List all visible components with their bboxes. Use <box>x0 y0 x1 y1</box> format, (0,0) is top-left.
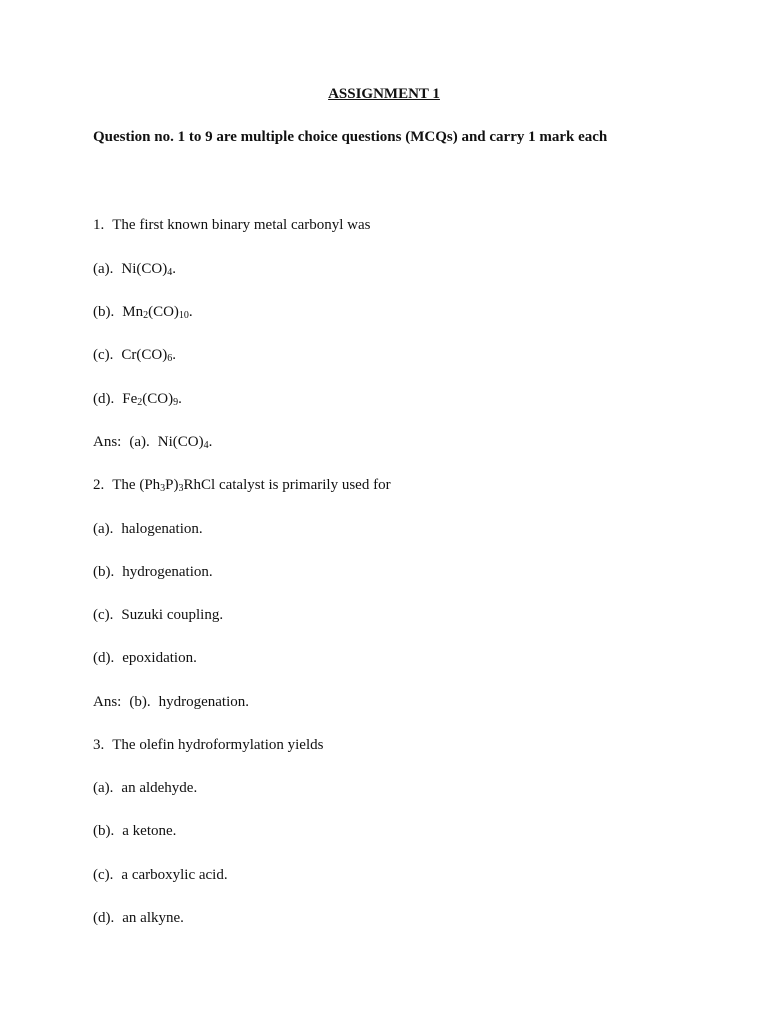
question-number: 2. <box>93 477 105 493</box>
option-label: (c). <box>93 607 114 623</box>
question-text: The $(Ph_3P)_3RhCl$ catalyst is primarily used for <box>112 477 391 494</box>
option-label: (d). <box>93 650 115 666</box>
q1-option-d <box>93 389 182 409</box>
document-title: ASSIGNMENT 1 <box>328 86 440 102</box>
option-text: an alkyne. <box>122 910 184 926</box>
option-text: halogenation. <box>121 521 203 537</box>
q2-option-d <box>93 648 197 668</box>
option-text: $Cr(CO)_6$. <box>121 347 176 364</box>
q1-answer <box>93 432 212 452</box>
question-number: 3. <box>93 737 105 753</box>
q1-option-a <box>93 259 176 279</box>
option-label: (c). <box>93 867 114 883</box>
option-text: a carboxylic acid. <box>121 867 228 883</box>
option-text: epoxidation. <box>122 650 197 666</box>
option-label: (d). <box>93 391 115 407</box>
q3-option-c <box>93 865 228 885</box>
question-2 <box>93 475 391 495</box>
option-label: (a). <box>93 521 114 537</box>
option-label: (b). <box>93 304 115 320</box>
q2-option-a <box>93 519 203 539</box>
question-text: The olefin hydroformylation yields <box>112 737 324 753</box>
option-label: (b). <box>93 564 115 580</box>
answer-text: $Ni(CO)_4$. <box>157 434 213 451</box>
question-number: 1. <box>93 217 105 233</box>
option-label: (a). <box>93 261 114 277</box>
instructions: Question no. 1 to 9 are multiple choice questions (MCQs) and carry 1 mark each <box>93 129 608 145</box>
answer-label: (a). <box>129 434 150 450</box>
q3-option-b <box>93 821 176 841</box>
q3-option-a <box>93 778 197 798</box>
question-3 <box>93 735 323 755</box>
answer-prefix: Ans: <box>93 434 122 450</box>
q1-option-c <box>93 345 176 365</box>
answer-label: (b). <box>129 694 151 710</box>
option-text: $Mn_2(CO)_{10}$. <box>122 304 193 321</box>
option-text: $Ni(CO)_4$. <box>121 261 176 278</box>
option-label: (c). <box>93 347 114 363</box>
q3-option-d <box>93 908 184 928</box>
answer-text: hydrogenation. <box>158 694 249 710</box>
question-1 <box>93 215 371 235</box>
option-label: (b). <box>93 823 115 839</box>
option-label: (a). <box>93 780 114 796</box>
option-label: (d). <box>93 910 115 926</box>
q1-option-b <box>93 302 193 322</box>
option-text: a ketone. <box>122 823 177 839</box>
q2-option-b <box>93 562 213 582</box>
q2-answer <box>93 692 249 712</box>
option-text: Suzuki coupling. <box>121 607 224 623</box>
option-text: $Fe_2(CO)_9$. <box>122 391 182 408</box>
answer-prefix: Ans: <box>93 694 122 710</box>
option-text: an aldehyde. <box>121 780 198 796</box>
question-text: The first known binary metal carbonyl was <box>112 217 371 233</box>
option-text: hydrogenation. <box>122 564 213 580</box>
q2-option-c <box>93 605 223 625</box>
